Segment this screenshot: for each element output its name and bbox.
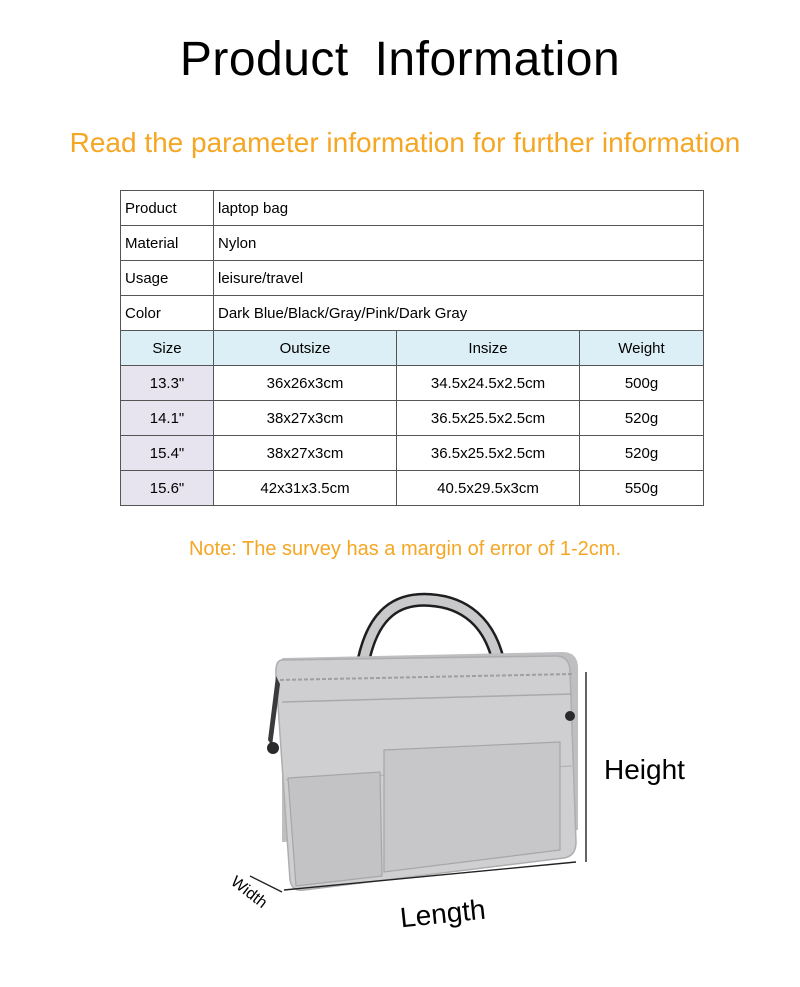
insize-cell: 36.5x25.5x2.5cm [397, 436, 580, 471]
measurement-note: Note: The survey has a margin of error of 1-2cm. [188, 538, 622, 560]
insize-cell: 34.5x24.5x2.5cm [397, 366, 580, 401]
spec-table [120, 190, 704, 506]
weight-cell: 500g [580, 366, 704, 401]
table-row [121, 366, 704, 401]
weight-cell: 520g [580, 436, 704, 471]
outsize-cell: 36x26x3cm [214, 366, 397, 401]
insize-cell: 36.5x25.5x2.5cm [397, 401, 580, 436]
column-header: Outsize [214, 331, 397, 366]
info-value: Dark Blue/Black/Gray/Pink/Dark Gray [214, 296, 704, 331]
outsize-cell: 42x31x3.5cm [214, 471, 397, 506]
size-cell: 15.6" [121, 471, 214, 506]
insize-cell: 40.5x29.5x3cm [397, 471, 580, 506]
info-row-color [121, 296, 704, 331]
outsize-cell: 38x27x3cm [214, 436, 397, 471]
column-header: Insize [397, 331, 580, 366]
info-row-usage [121, 261, 704, 296]
info-label: Product [121, 191, 214, 226]
front-pocket [384, 742, 560, 872]
subtitle: Read the parameter information for further information [69, 127, 741, 158]
height-label: Height [604, 754, 685, 785]
info-row-material [121, 226, 704, 261]
info-value: laptop bag [214, 191, 704, 226]
column-header: Size [121, 331, 214, 366]
size-cell: 14.1" [121, 401, 214, 436]
weight-cell: 520g [580, 401, 704, 436]
info-label: Usage [121, 261, 214, 296]
size-cell: 13.3" [121, 366, 214, 401]
info-row-product [121, 191, 704, 226]
table-row [121, 401, 704, 436]
weight-cell: 550g [580, 471, 704, 506]
column-header: Weight [580, 331, 704, 366]
strap-ring-icon [565, 711, 575, 721]
info-value: leisure/travel [214, 261, 704, 296]
size-header-row [121, 331, 704, 366]
length-label: Length [398, 893, 487, 934]
size-cell: 15.4" [121, 436, 214, 471]
table-row [121, 436, 704, 471]
info-label: Material [121, 226, 214, 261]
info-label: Color [121, 296, 214, 331]
width-label: Width [227, 873, 271, 912]
strap-ring-icon [267, 742, 279, 754]
page-title: Product Information [179, 33, 621, 86]
outsize-cell: 38x27x3cm [214, 401, 397, 436]
table-row [121, 471, 704, 506]
front-pocket-small [288, 772, 382, 886]
info-value: Nylon [214, 226, 704, 261]
